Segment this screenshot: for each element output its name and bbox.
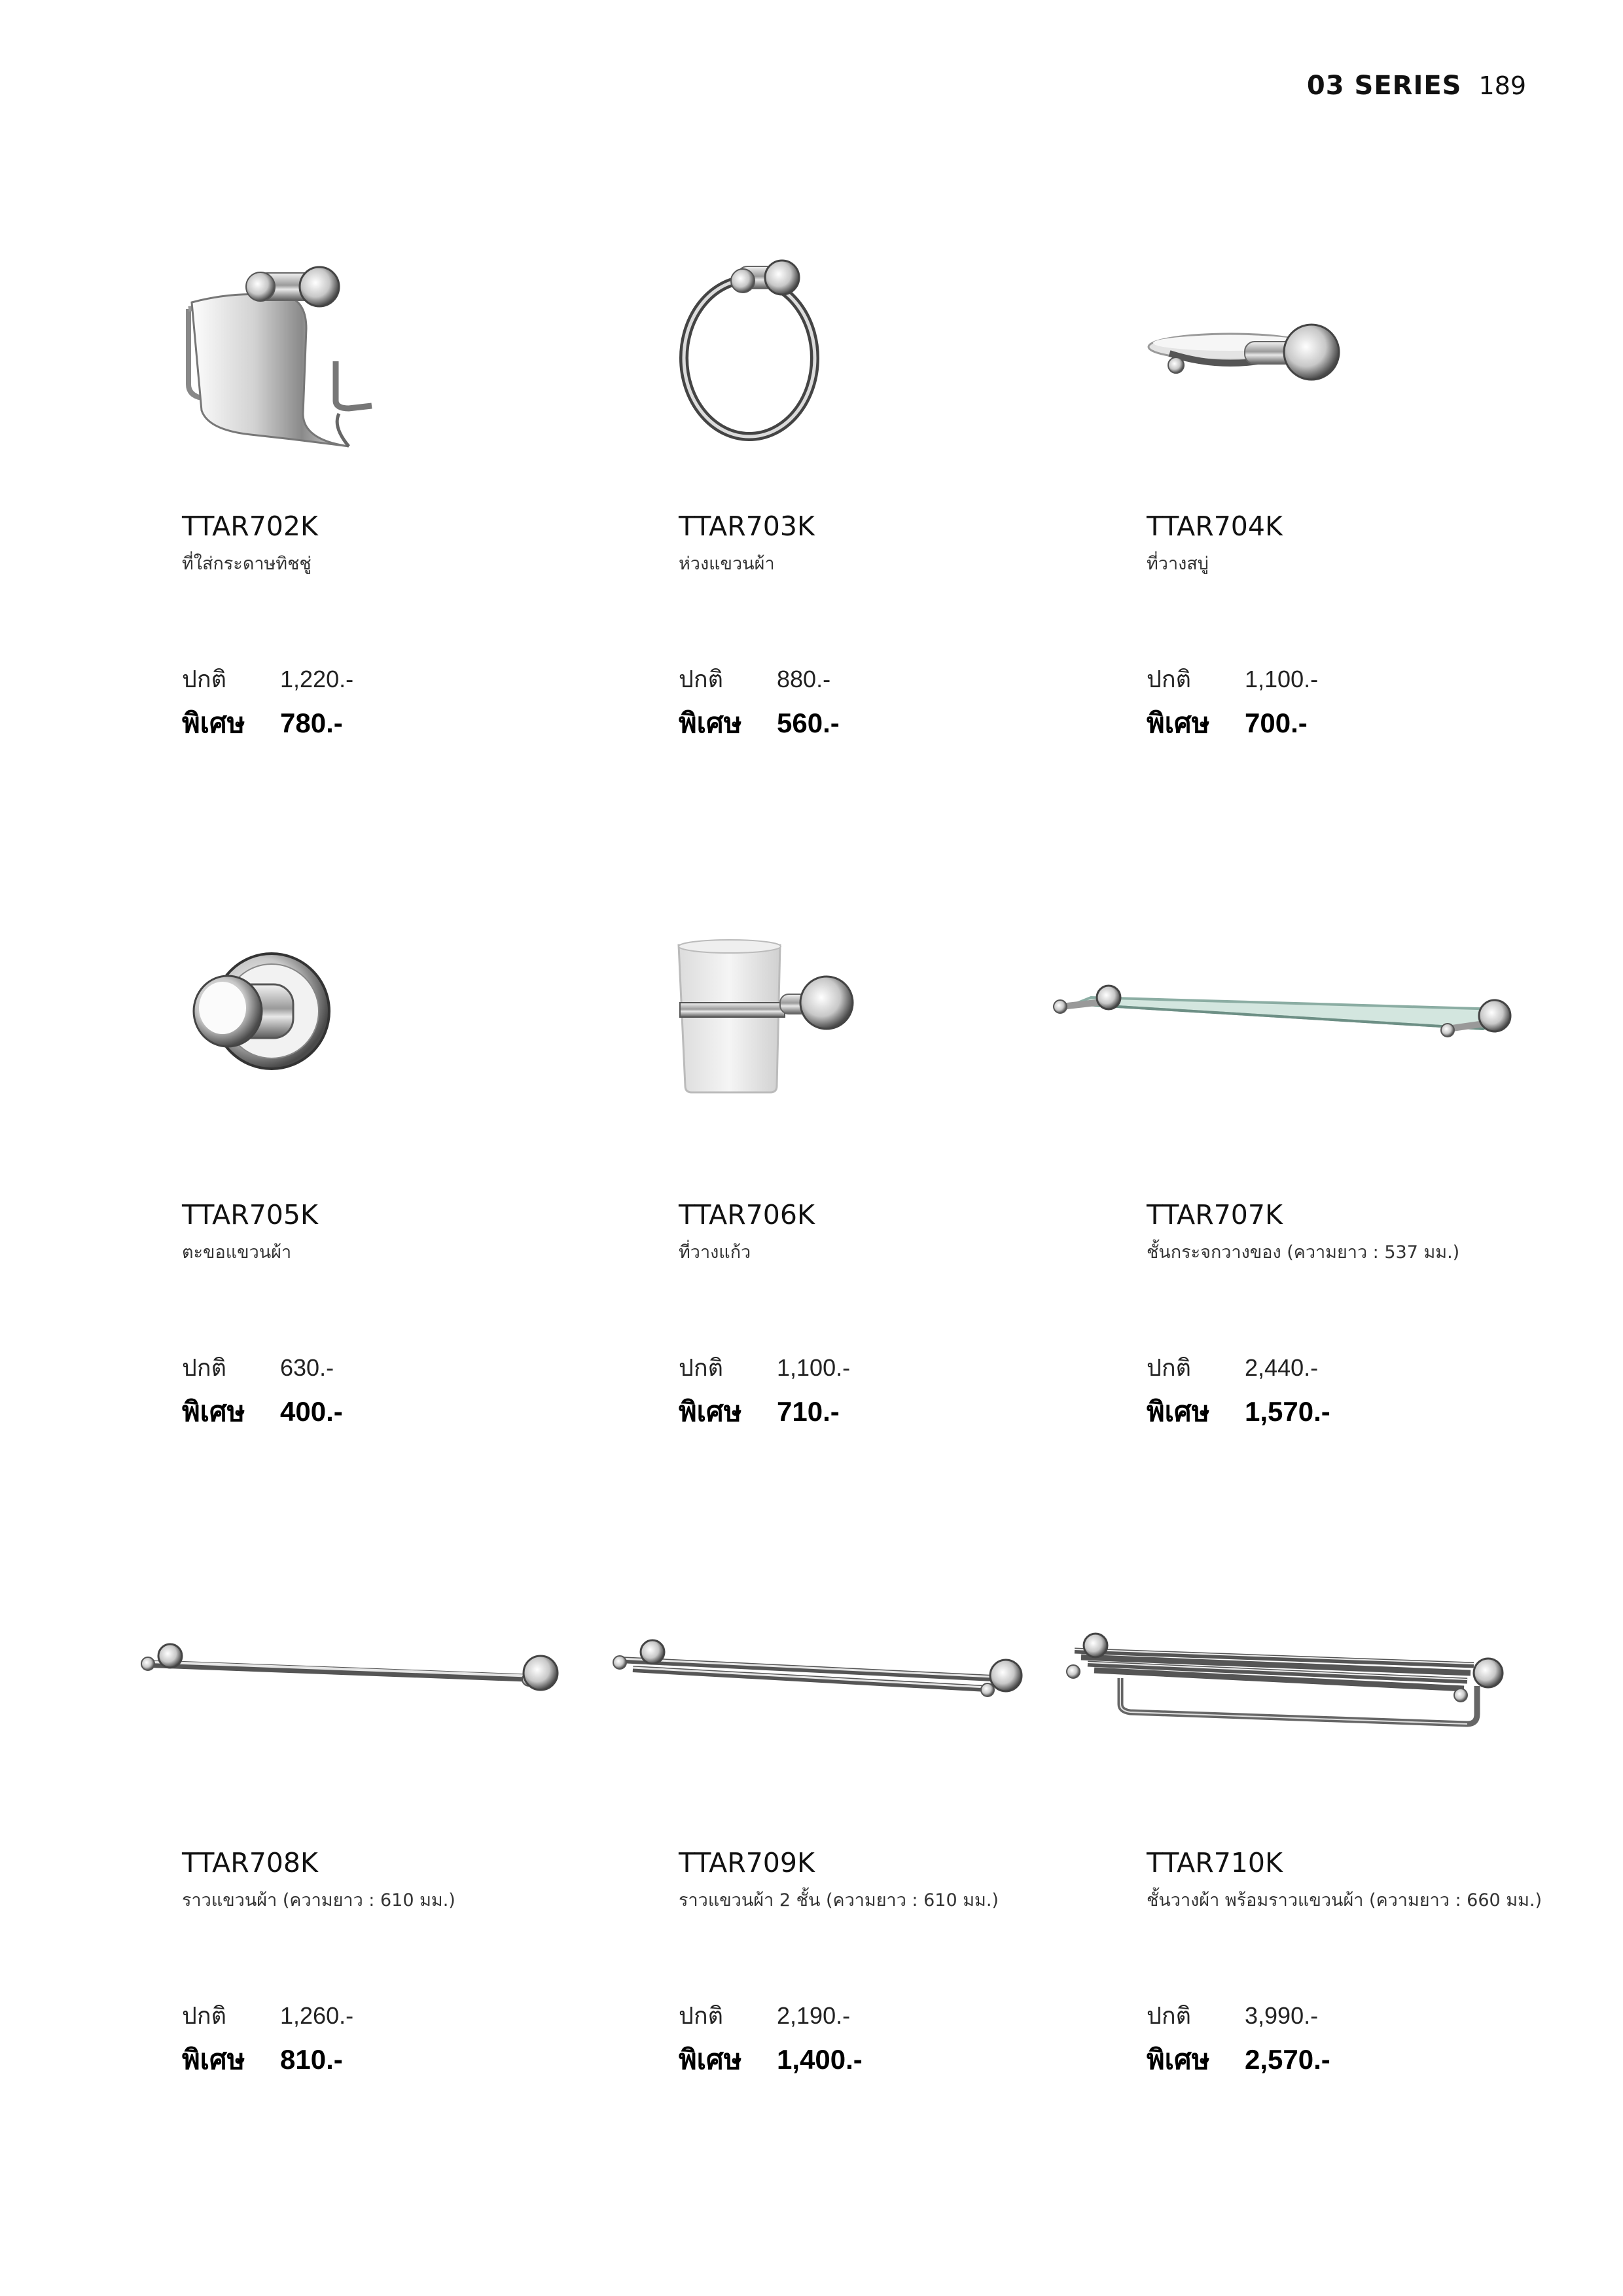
normal-price-row (182, 1997, 353, 2034)
normal-price: 1,100.- (1245, 666, 1319, 692)
product-code: TTAR710K (1147, 1847, 1283, 1878)
normal-price: 630.- (280, 1354, 334, 1381)
product-card (182, 932, 653, 1547)
special-price-label: พิเศษ (1147, 1396, 1210, 1427)
special-price-row (1147, 702, 1308, 745)
normal-price-label: ปกติ (182, 2002, 227, 2029)
special-price-row (1147, 2038, 1330, 2081)
special-price: 2,570.- (1245, 2044, 1330, 2075)
series-title: 03 SERIES (1306, 71, 1462, 101)
normal-price-label: ปกติ (1147, 2002, 1192, 2029)
normal-price: 3,990.- (1245, 2002, 1319, 2029)
product-code: TTAR708K (182, 1847, 318, 1878)
special-price-row (182, 2038, 343, 2081)
normal-price-label: ปกติ (1147, 1354, 1192, 1381)
robe-hook-icon (182, 932, 653, 1194)
product-description: ชั้นวางผ้า พร้อมราวแขวนผ้า (ความยาว : 660 มม.) (1147, 1890, 1542, 1910)
normal-price: 2,440.- (1245, 1354, 1319, 1381)
special-price-row (679, 2038, 863, 2081)
product-description: ชั้นกระจกวางของ (ความยาว : 537 มม.) (1147, 1242, 1460, 1263)
special-price: 400.- (280, 1396, 343, 1427)
product-code: TTAR702K (182, 511, 318, 542)
product-code: TTAR703K (679, 511, 815, 542)
special-price-label: พิเศษ (679, 1396, 742, 1427)
tumbler-holder-icon (679, 932, 1150, 1194)
normal-price: 880.- (777, 666, 831, 692)
special-price-row (182, 702, 343, 745)
normal-price-row (679, 1997, 850, 2034)
towel-ring-icon (679, 243, 1150, 505)
normal-price-label: ปกติ (182, 666, 227, 692)
product-code: TTAR705K (182, 1199, 318, 1230)
special-price-label: พิเศษ (182, 2044, 245, 2075)
special-price: 710.- (777, 1396, 840, 1427)
product-card (1147, 932, 1618, 1547)
glass-shelf-icon (1147, 932, 1618, 1194)
normal-price: 2,190.- (777, 2002, 851, 2029)
special-price: 810.- (280, 2044, 343, 2075)
soap-dish-icon (1147, 243, 1618, 505)
special-price-row (1147, 1390, 1330, 1433)
towel-bar-icon (182, 1580, 653, 1842)
normal-price-row (679, 660, 830, 698)
product-description: ที่วางสบู่ (1147, 554, 1209, 574)
product-card (1147, 243, 1618, 859)
product-card (679, 243, 1150, 859)
normal-price-row (182, 660, 353, 698)
special-price-label: พิเศษ (1147, 708, 1210, 738)
special-price: 700.- (1245, 708, 1308, 738)
product-description: ที่ใส่กระดาษทิชชู่ (182, 554, 312, 574)
special-price: 560.- (777, 708, 840, 738)
special-price: 1,400.- (777, 2044, 863, 2075)
product-description: ตะขอแขวนผ้า (182, 1242, 292, 1263)
product-code: TTAR704K (1147, 511, 1283, 542)
normal-price-row (182, 1349, 334, 1386)
special-price-row (679, 702, 840, 745)
normal-price-row (679, 1349, 850, 1386)
normal-price-row (1147, 1997, 1318, 2034)
special-price: 1,570.- (1245, 1396, 1330, 1427)
product-description: ราวแขวนผ้า (ความยาว : 610 มม.) (182, 1890, 455, 1910)
special-price-label: พิเศษ (182, 708, 245, 738)
product-description: ราวแขวนผ้า 2 ชั้น (ความยาว : 610 มม.) (679, 1890, 999, 1910)
special-price-label: พิเศษ (679, 708, 742, 738)
normal-price-label: ปกติ (679, 1354, 724, 1381)
product-code: TTAR707K (1147, 1199, 1283, 1230)
product-card (182, 243, 653, 859)
page-header (1307, 71, 1526, 101)
product-code: TTAR706K (679, 1199, 815, 1230)
normal-price-label: ปกติ (182, 1354, 227, 1381)
page-number: 189 (1478, 71, 1526, 100)
normal-price-row (1147, 1349, 1318, 1386)
normal-price: 1,220.- (280, 666, 354, 692)
product-card (1147, 1580, 1618, 2195)
normal-price: 1,100.- (777, 1354, 851, 1381)
special-price-row (182, 1390, 343, 1433)
normal-price-row (1147, 660, 1318, 698)
special-price-label: พิเศษ (679, 2044, 742, 2075)
normal-price-label: ปกติ (679, 666, 724, 692)
product-code: TTAR709K (679, 1847, 815, 1878)
product-card (679, 932, 1150, 1547)
product-description: ห่วงแขวนผ้า (679, 554, 775, 574)
normal-price-label: ปกติ (1147, 666, 1192, 692)
toilet-paper-holder-icon (182, 243, 653, 505)
special-price-row (679, 1390, 840, 1433)
product-card (182, 1580, 653, 2195)
special-price-label: พิเศษ (182, 1396, 245, 1427)
special-price-label: พิเศษ (1147, 2044, 1210, 2075)
normal-price-label: ปกติ (679, 2002, 724, 2029)
normal-price: 1,260.- (280, 2002, 354, 2029)
product-description: ที่วางแก้ว (679, 1242, 751, 1263)
towel-rack-shelf-icon (1147, 1580, 1618, 1842)
special-price: 780.- (280, 708, 343, 738)
double-towel-bar-icon (679, 1580, 1150, 1842)
